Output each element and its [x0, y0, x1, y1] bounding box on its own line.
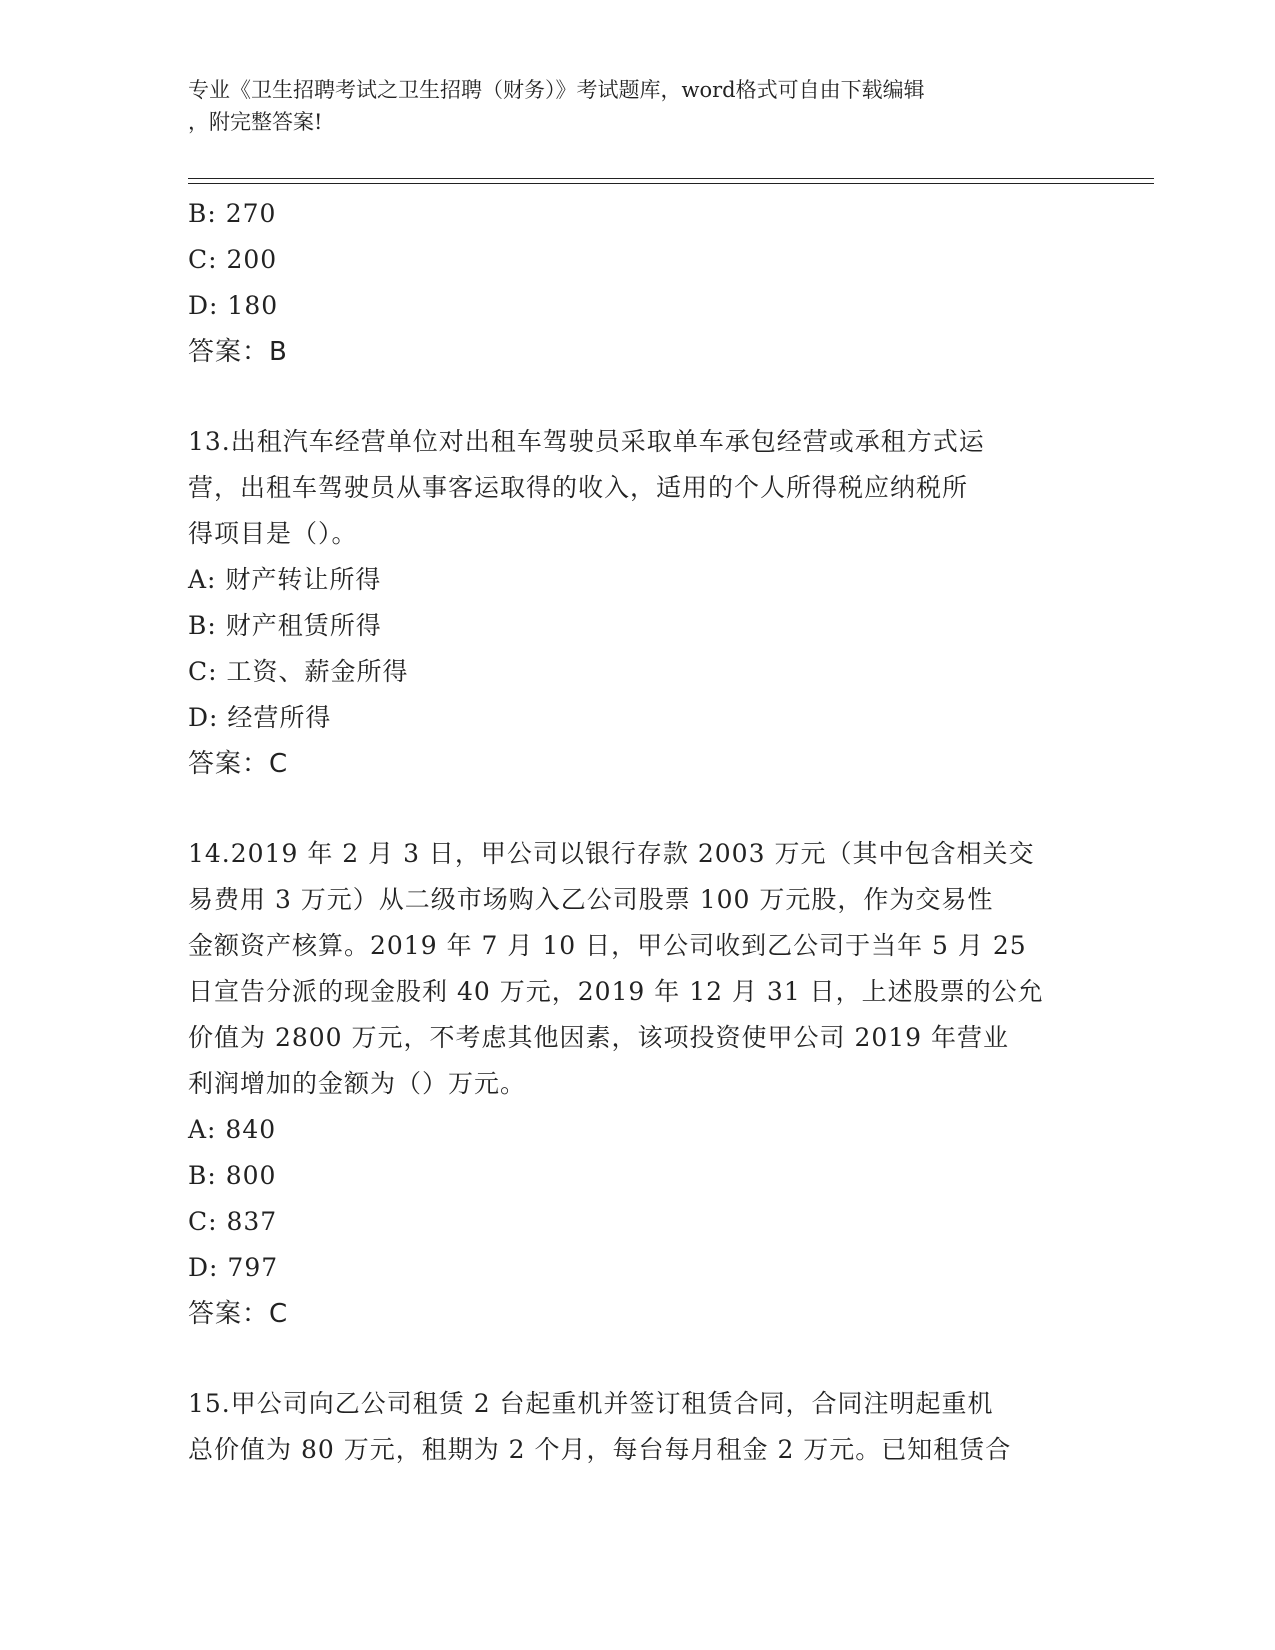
question-14-stem-line: 利润增加的金额为（）万元。	[188, 1069, 527, 1098]
page-header	[188, 74, 1088, 138]
question-14-stem-line: 14.2019 年 2 月 3 日，甲公司以银行存款 2003 万元（其中包含相关交	[188, 839, 1035, 868]
answer-line: 答案：B	[188, 337, 288, 367]
question-14-option-c: C: 837	[188, 1207, 278, 1236]
question-14-option-a: A: 840	[188, 1115, 277, 1144]
question-content	[188, 191, 1088, 1473]
question-13-stem-line: 营，出租车驾驶员从事客运取得的收入，适用的个人所得税应纳税所	[188, 473, 969, 502]
question-14-answer: 答案：C	[188, 1299, 289, 1329]
question-14-option-b: B: 800	[188, 1161, 277, 1190]
question-14-stem-line: 金额资产核算。2019 年 7 月 10 日，甲公司收到乙公司于当年 5 月 25	[188, 931, 1027, 960]
header-line-2: ，附完整答案!	[188, 110, 323, 134]
header-line-1: 专业《卫生招聘考试之卫生招聘（财务）》考试题库，word格式可自由下载编辑	[188, 78, 925, 102]
question-15-stem-line: 15.甲公司向乙公司租赁 2 台起重机并签订租赁合同，合同注明起重机	[188, 1389, 994, 1418]
option-d: D: 180	[188, 291, 279, 320]
question-13-option-a: A: 财产转让所得	[188, 565, 382, 594]
question-13-option-d: D: 经营所得	[188, 703, 332, 732]
option-b: B: 270	[188, 199, 277, 228]
question-13-stem-line: 得项目是（）。	[188, 519, 358, 548]
question-13-option-c: C: 工资、薪金所得	[188, 657, 409, 686]
question-14-stem-line: 价值为 2800 万元，不考虑其他因素，该项投资使甲公司 2019 年营业	[188, 1023, 1010, 1052]
header-divider-top	[188, 178, 1154, 179]
spacer	[188, 1337, 1088, 1381]
spacer	[188, 787, 1088, 831]
question-14-stem-line: 易费用 3 万元）从二级市场购入乙公司股票 100 万元股，作为交易性	[188, 885, 994, 914]
question-13-option-b: B: 财产租赁所得	[188, 611, 382, 640]
question-15-stem-line: 总价值为 80 万元，租期为 2 个月，每台每月租金 2 万元。已知租赁合	[188, 1435, 1012, 1464]
question-13-stem-line: 13.出租汽车经营单位对出租车驾驶员采取单车承包经营或承租方式运	[188, 427, 985, 456]
question-14-option-d: D: 797	[188, 1253, 279, 1282]
question-14-stem-line: 日宣告分派的现金股利 40 万元，2019 年 12 月 31 日，上述股票的公允	[188, 977, 1044, 1006]
option-c: C: 200	[188, 245, 278, 274]
spacer	[188, 375, 1088, 419]
header-divider-bottom	[188, 183, 1154, 184]
question-13-answer: 答案：C	[188, 749, 289, 779]
